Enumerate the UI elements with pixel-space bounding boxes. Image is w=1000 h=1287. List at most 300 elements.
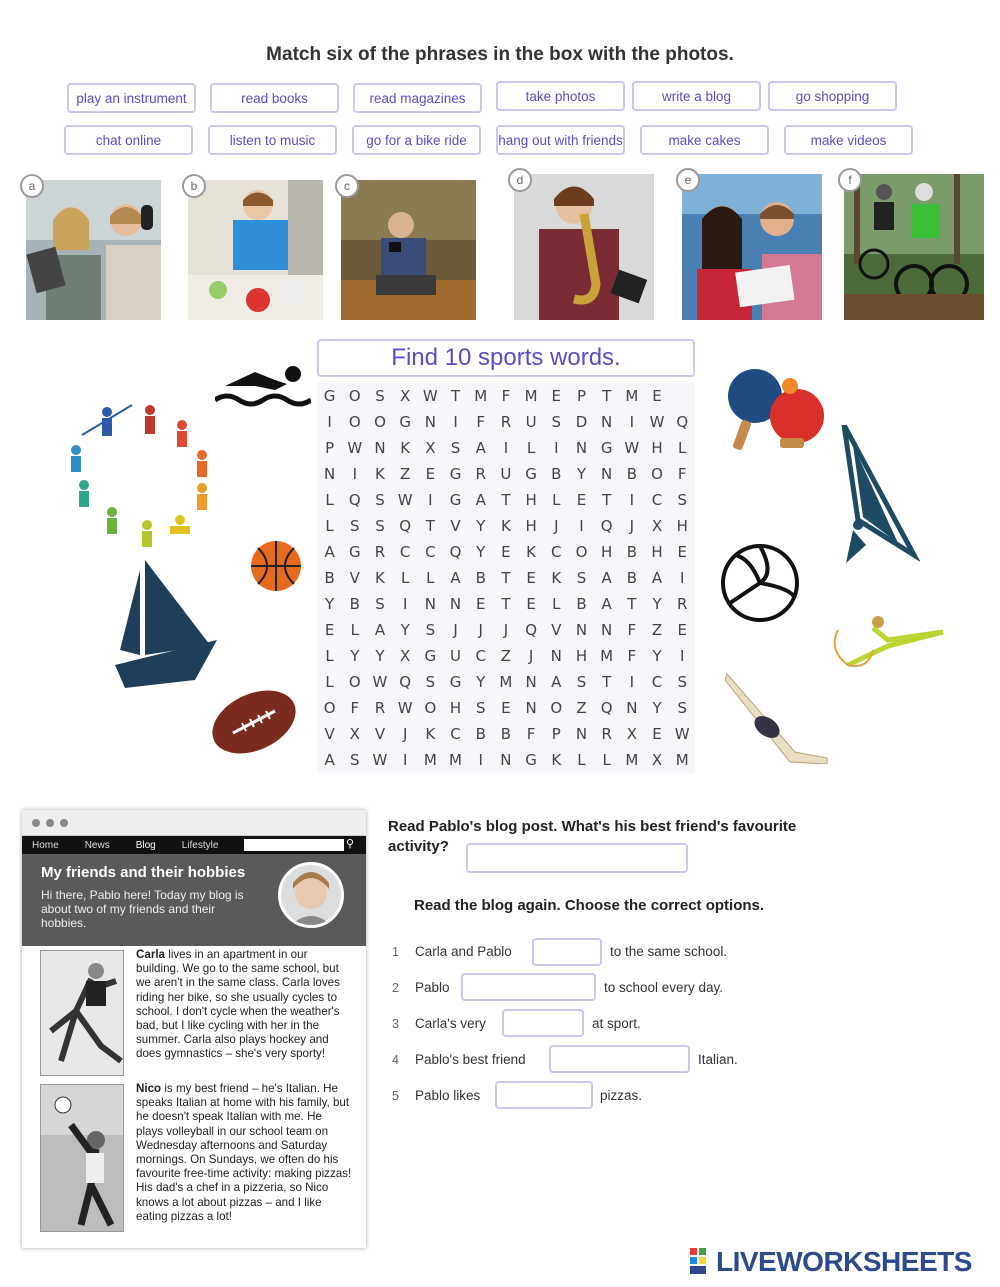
wordsearch-cell[interactable]: L <box>325 673 334 691</box>
wordsearch-cell[interactable] <box>670 383 695 409</box>
item-1-before: Carla and Pablo <box>415 944 512 959</box>
wordsearch-cell[interactable]: S <box>375 595 385 613</box>
wordsearch-cell[interactable]: S <box>551 413 562 431</box>
window-dot-icon <box>32 819 40 827</box>
wordsearch-cell[interactable]: L <box>526 439 536 457</box>
wordsearch-cell[interactable]: Q <box>449 543 462 561</box>
wordsearch-cell[interactable]: O <box>348 673 361 691</box>
wordsearch-cell[interactable]: G <box>449 465 462 483</box>
wordsearch-cell[interactable]: A <box>374 621 386 639</box>
wordsearch-cell[interactable]: S <box>576 569 587 587</box>
wordsearch-cell[interactable]: Q <box>348 491 361 509</box>
wordsearch-cell[interactable]: L <box>400 569 410 587</box>
gymnast-icon <box>828 610 948 677</box>
wordsearch-cell[interactable]: O <box>323 699 336 717</box>
wordsearch-row <box>317 539 695 565</box>
wordsearch-cell[interactable]: X <box>425 439 436 457</box>
wordsearch-cell[interactable]: N <box>525 699 537 717</box>
wordsearch-cell[interactable]: X <box>651 517 663 535</box>
wordsearch-cell[interactable]: L <box>552 491 561 509</box>
wordsearch-cell[interactable]: K <box>375 465 385 483</box>
question2-text: Read the blog again. Choose the correct options. <box>414 897 765 914</box>
wordsearch-cell[interactable]: I <box>629 413 635 431</box>
wordsearch-cell[interactable]: T <box>627 595 637 613</box>
wordsearch-cell[interactable]: I <box>629 491 635 509</box>
wordsearch-row <box>317 435 695 461</box>
phrase-play-an-instrument[interactable]: play an instrument <box>67 83 196 113</box>
wordsearch-cell[interactable]: H <box>575 647 588 665</box>
wordsearch-cell[interactable]: Q <box>676 413 689 431</box>
wordsearch-cell[interactable]: J <box>453 621 458 639</box>
phrase-listen-to-music[interactable]: listen to music <box>208 125 337 155</box>
wordsearch-cell[interactable]: X <box>400 647 411 665</box>
wordsearch-cell[interactable]: E <box>576 491 587 509</box>
wordsearch-cell[interactable]: W <box>624 439 640 457</box>
wordsearch-cell[interactable]: F <box>501 387 511 405</box>
blog-nav-home[interactable]: Home <box>32 839 59 851</box>
blog-image-carla <box>40 950 124 1076</box>
wordsearch-cell[interactable]: E <box>501 699 511 717</box>
wordsearch-cell[interactable]: Y <box>652 699 662 717</box>
wordsearch-cell[interactable]: R <box>475 465 486 483</box>
avatar <box>278 862 344 928</box>
wordsearch-cell[interactable]: M <box>600 647 614 665</box>
wordsearch-cell[interactable]: K <box>551 751 562 769</box>
wordsearch-cell[interactable]: K <box>551 569 562 587</box>
wordsearch-cell[interactable]: L <box>325 517 334 535</box>
phrase-take-photos[interactable]: take photos <box>496 81 625 111</box>
wordsearch-cell[interactable]: V <box>324 725 335 743</box>
wordsearch-cell[interactable]: I <box>629 673 635 691</box>
wordsearch-cell[interactable]: E <box>652 387 662 405</box>
phrase-read-magazines[interactable]: read magazines <box>353 83 482 113</box>
photo-d-boy-saxophone <box>514 174 654 320</box>
wordsearch-cell[interactable]: I <box>402 595 408 613</box>
wordsearch-cell[interactable]: N <box>626 699 638 717</box>
wordsearch-cell[interactable]: R <box>374 699 386 717</box>
wordsearch-cell[interactable]: F <box>476 413 486 431</box>
photo-letter-b: b <box>182 174 206 198</box>
wordsearch-cell[interactable]: I <box>327 413 332 431</box>
wordsearch-cell[interactable]: V <box>374 725 386 743</box>
blog-nav-blog[interactable]: Blog <box>135 839 156 851</box>
photo-a-teens-with-tablet <box>26 180 161 320</box>
wordsearch-cell[interactable]: F <box>627 621 637 639</box>
photo-f-bike-ride <box>844 174 984 320</box>
wordsearch-cell[interactable]: A <box>450 569 461 587</box>
wordsearch-row <box>317 669 695 695</box>
item-number: 4 <box>392 1053 399 1067</box>
wordsearch-cell[interactable]: S <box>677 699 687 717</box>
item-3-answer-input[interactable] <box>502 1009 584 1037</box>
photo-letter-c: c <box>335 174 359 198</box>
logo-mark-icon <box>690 1248 716 1276</box>
wordsearch-cell[interactable]: M <box>449 751 462 769</box>
wordsearch-cell[interactable]: W <box>422 387 438 405</box>
item-1-answer-input[interactable] <box>532 938 602 966</box>
american-football-icon <box>208 685 300 764</box>
wordsearch-cell[interactable]: N <box>449 595 462 613</box>
wordsearch-cell[interactable]: Y <box>476 673 486 691</box>
wordsearch-cell[interactable]: L <box>678 439 687 457</box>
wordsearch-cell[interactable]: E <box>526 595 536 613</box>
wordsearch-cell[interactable]: I <box>503 439 509 457</box>
wordsearch-cell[interactable]: W <box>397 491 413 509</box>
wordsearch-cell[interactable]: B <box>500 725 512 743</box>
blog-search-input[interactable] <box>244 839 344 851</box>
item-2-after: to school every day. <box>604 980 724 995</box>
wordsearch-cell[interactable]: E <box>501 543 511 561</box>
wordsearch-cell[interactable]: H <box>525 517 537 535</box>
sailboat-icon <box>115 560 217 695</box>
wordsearch-cell[interactable]: H <box>449 699 462 717</box>
wordsearch-cell[interactable]: Z <box>651 621 663 639</box>
blog-window <box>22 810 366 1248</box>
wordsearch-cell[interactable]: T <box>501 491 511 509</box>
wordsearch-cell[interactable]: T <box>602 491 612 509</box>
wordsearch-cell[interactable]: D <box>575 413 588 431</box>
wordsearch-cell[interactable]: N <box>575 621 588 639</box>
wordsearch-cell[interactable]: Q <box>600 517 613 535</box>
wordsearch-cell[interactable]: Q <box>399 673 412 691</box>
wordsearch-cell[interactable]: X <box>400 387 411 405</box>
blog-nav-news[interactable]: News <box>84 839 110 851</box>
wordsearch-cell[interactable]: C <box>399 543 411 561</box>
swimmer-icon <box>215 362 311 415</box>
item-2-answer-input[interactable] <box>461 973 596 1001</box>
wordsearch-cell[interactable]: S <box>450 439 461 457</box>
item-2-before: Pablo <box>415 980 450 995</box>
athletes-circle-icon <box>62 400 222 560</box>
wordsearch-cell[interactable]: K <box>375 569 385 587</box>
table-tennis-icon <box>725 368 825 458</box>
wordsearch-cell[interactable]: F <box>350 699 360 717</box>
wordsearch-cell[interactable]: W <box>347 439 363 457</box>
wordsearch-cell[interactable]: Y <box>476 543 486 561</box>
wordsearch-cell[interactable]: L <box>350 621 359 639</box>
wordsearch-cell[interactable]: B <box>576 595 587 613</box>
blog-image-nico <box>40 1084 124 1232</box>
wordsearch-cell[interactable]: K <box>400 439 411 457</box>
wordsearch-cell[interactable]: N <box>550 647 562 665</box>
wordsearch-cell[interactable]: M <box>499 673 513 691</box>
wordsearch-cell[interactable]: N <box>424 595 436 613</box>
wordsearch-cell[interactable]: M <box>625 751 639 769</box>
photo-letter-a: a <box>20 174 44 198</box>
photo-e-teens-reading <box>682 174 822 320</box>
wordsearch-cell[interactable]: A <box>475 439 486 457</box>
wordsearch-row <box>317 747 695 773</box>
wordsearch-cell[interactable]: T <box>602 673 612 691</box>
wordsearch-cell[interactable]: H <box>676 517 688 535</box>
item-5-answer-input[interactable] <box>495 1081 593 1109</box>
wordsearch-cell[interactable]: C <box>475 647 486 665</box>
wordsearch-cell[interactable]: Y <box>350 647 360 665</box>
wordsearch-cell[interactable]: F <box>526 725 536 743</box>
wordsearch-cell[interactable]: C <box>425 543 436 561</box>
wordsearch-cell[interactable]: Q <box>600 699 613 717</box>
wordsearch-cell[interactable]: Z <box>500 647 512 665</box>
wordsearch-cell[interactable]: N <box>525 673 537 691</box>
wordsearch-cell[interactable]: M <box>524 387 538 405</box>
phrase-write-a-blog[interactable]: write a blog <box>632 81 761 111</box>
wordsearch-cell[interactable]: J <box>528 647 534 665</box>
wordsearch-cell[interactable]: A <box>601 569 612 587</box>
window-dot-icon <box>60 819 68 827</box>
wordsearch-cell[interactable]: S <box>677 491 687 509</box>
wordsearch-cell[interactable]: T <box>602 387 612 405</box>
photo-letter-f: f <box>838 168 862 192</box>
wordsearch-cell[interactable]: U <box>525 413 537 431</box>
item-4-answer-input[interactable] <box>549 1045 690 1073</box>
wordsearch-cell[interactable]: W <box>674 725 690 743</box>
wordsearch-cell[interactable]: V <box>349 569 360 587</box>
wordsearch-cell[interactable]: E <box>677 543 687 561</box>
phrase-make-cakes[interactable]: make cakes <box>640 125 769 155</box>
wordsearch-cell[interactable]: R <box>677 595 688 613</box>
wordsearch-cell[interactable]: M <box>675 751 689 769</box>
wordsearch-cell[interactable]: I <box>680 569 685 587</box>
wordsearch-cell[interactable]: K <box>526 543 537 561</box>
wordsearch-cell[interactable]: P <box>551 725 561 743</box>
wordsearch-cell[interactable]: H <box>525 491 537 509</box>
wordsearch-cell[interactable]: E <box>324 621 335 639</box>
wordsearch-cell[interactable]: E <box>677 621 687 639</box>
wordsearch-cell[interactable]: G <box>348 543 361 561</box>
wordsearch-cell[interactable]: K <box>500 517 511 535</box>
blog-text-nico: is my best friend – he's Italian. He speaks Italian at home with his family, but he doesn't speak Italian with me. He plays volleyball in our school team on Wednesday afternoons and Saturday mornings. On Sundays, we often do his favourite free-time activity: making pizzas! His dad's a chef in a pizzeria, so Nico knows a lot about pizzas – and I like eating pizzas a lot! <box>136 1082 352 1223</box>
wordsearch-cell[interactable]: L <box>552 595 561 613</box>
wordsearch-cell[interactable]: S <box>375 491 385 509</box>
wordsearch-cell[interactable]: A <box>324 543 335 561</box>
wordsearch-cell[interactable]: A <box>475 491 486 509</box>
wordsearch-cell[interactable]: T <box>501 595 511 613</box>
wordsearch-cell[interactable]: B <box>349 595 360 613</box>
wordsearch-cell[interactable]: G <box>525 465 537 483</box>
phrase-go-shopping[interactable]: go shopping <box>768 81 897 111</box>
wordsearch-cell[interactable]: P <box>576 387 586 405</box>
wordsearch-cell[interactable]: B <box>551 465 562 483</box>
blog-paragraph-carla <box>136 948 352 1062</box>
wordsearch-cell[interactable]: H <box>651 543 663 561</box>
wordsearch-cell[interactable]: N <box>374 439 386 457</box>
wordsearch-cell[interactable]: T <box>501 569 511 587</box>
phrase-hang-out-with-friends[interactable]: hang out with friends <box>496 125 625 155</box>
wordsearch-cell[interactable]: E <box>475 595 486 613</box>
wordsearch-cell[interactable]: M <box>625 387 639 405</box>
search-icon[interactable]: ⚲ <box>346 838 355 850</box>
wordsearch-cell[interactable]: Y <box>652 647 662 665</box>
wordsearch-cell[interactable]: G <box>424 647 437 665</box>
wordsearch-cell[interactable]: G <box>323 387 336 405</box>
wordsearch-cell[interactable]: A <box>551 673 562 691</box>
wordsearch-cell[interactable]: S <box>475 699 486 717</box>
wordsearch-cell[interactable]: N <box>575 725 588 743</box>
wordsearch-cell[interactable]: Q <box>525 621 537 639</box>
wordsearch-cell[interactable]: G <box>449 673 462 691</box>
wordsearch-cell[interactable]: O <box>348 387 361 405</box>
wordsearch-cell[interactable]: U <box>500 465 512 483</box>
hockey-stick-icon <box>725 672 831 769</box>
wordsearch-cell[interactable]: Y <box>375 647 385 665</box>
phrase-read-books[interactable]: read books <box>210 83 339 113</box>
wordsearch-cell[interactable]: X <box>626 725 637 743</box>
wordsearch-cell[interactable]: F <box>627 647 637 665</box>
wordsearch-cell[interactable]: I <box>554 439 559 457</box>
wordsearch-cell[interactable]: H <box>651 439 663 457</box>
wordsearch-cell[interactable]: S <box>576 673 587 691</box>
wordsearch-cell[interactable]: I <box>579 517 584 535</box>
wordsearch-cell[interactable]: W <box>372 673 388 691</box>
wordsearch-cell[interactable]: S <box>425 673 436 691</box>
wordsearch-cell[interactable]: C <box>450 725 461 743</box>
wordsearch-cell[interactable]: G <box>600 439 613 457</box>
wordsearch-cell[interactable]: T <box>425 517 435 535</box>
wordsearch-cell[interactable]: L <box>426 569 435 587</box>
photo-letter-e: e <box>676 168 700 192</box>
wordsearch-row <box>317 591 695 617</box>
blog-title: My friends and their hobbies <box>41 864 246 881</box>
wordsearch-cell[interactable]: O <box>550 699 563 717</box>
wordsearch-cell[interactable]: J <box>503 621 509 639</box>
wordsearch-cell[interactable]: B <box>324 569 335 587</box>
wordsearch-cell[interactable]: N <box>575 439 588 457</box>
wordsearch-cell[interactable]: A <box>324 751 335 769</box>
windsurfing-icon <box>838 425 920 572</box>
wordsearch-cell[interactable]: C <box>551 543 562 561</box>
wordsearch-cell[interactable]: Y <box>652 595 662 613</box>
question1-text: Read Pablo's blog post. What's his best friend's favourite <box>388 818 797 835</box>
wordsearch-cell[interactable]: R <box>500 413 512 431</box>
wordsearch-cell[interactable]: N <box>601 465 613 483</box>
wordsearch-cell[interactable]: L <box>325 491 334 509</box>
phrase-go-for-a-bike-ride[interactable]: go for a bike ride <box>352 125 481 155</box>
wordsearch-cell[interactable]: O <box>374 413 386 431</box>
wordsearch-cell[interactable]: A <box>651 569 663 587</box>
wordsearch-cell[interactable]: L <box>602 751 611 769</box>
wordsearch-cell[interactable]: B <box>626 465 637 483</box>
wordsearch-cell[interactable]: L <box>577 751 586 769</box>
wordsearch-cell[interactable]: X <box>651 751 663 769</box>
wordsearch-cell[interactable]: G <box>399 413 411 431</box>
wordsearch-cell[interactable]: E <box>551 387 562 405</box>
wordsearch-cell[interactable]: X <box>349 725 360 743</box>
wordsearch-cell[interactable]: S <box>425 621 436 639</box>
wordsearch-cell[interactable]: E <box>425 465 436 483</box>
phrase-chat-online[interactable]: chat online <box>64 125 193 155</box>
wordsearch-cell[interactable]: S <box>375 517 385 535</box>
instruction-title: Match six of the phrases in the box with the photos. <box>266 44 734 65</box>
wordsearch-cell[interactable]: Q <box>399 517 412 535</box>
wordsearch-row <box>317 487 695 513</box>
wordsearch-cell[interactable]: Y <box>576 465 587 483</box>
wordsearch-cell[interactable]: L <box>325 647 334 665</box>
wordsearch-cell[interactable]: E <box>526 569 536 587</box>
wordsearch-cell[interactable]: E <box>652 725 662 743</box>
item-3-after: at sport. <box>592 1016 641 1031</box>
wordsearch-cell[interactable]: I <box>453 413 458 431</box>
wordsearch-cell[interactable]: K <box>425 725 436 743</box>
wordsearch-cell[interactable]: H <box>601 543 613 561</box>
wordsearch-row <box>317 565 695 591</box>
wordsearch-cell[interactable]: O <box>348 413 361 431</box>
wordsearch-cell[interactable]: O <box>575 543 588 561</box>
wordsearch-cell[interactable]: G <box>525 751 537 769</box>
wordsearch-cell[interactable]: W <box>397 699 413 717</box>
blog-body <box>32 946 362 1242</box>
wordsearch-cell[interactable]: T <box>450 387 461 405</box>
item-number: 2 <box>392 981 399 995</box>
wordsearch-cell[interactable]: R <box>374 543 386 561</box>
question1-answer-input[interactable] <box>466 843 688 873</box>
wordsearch-cell[interactable]: M <box>423 751 437 769</box>
wordsearch-cell[interactable]: S <box>677 673 687 691</box>
wordsearch-cell[interactable]: N <box>500 751 512 769</box>
wordsearch-cell[interactable]: W <box>649 413 665 431</box>
wordsearch-cell[interactable]: Y <box>325 595 335 613</box>
wordsearch-cell[interactable]: Z <box>400 465 411 483</box>
wordsearch-cell[interactable]: U <box>450 647 462 665</box>
wordsearch-cell[interactable]: B <box>475 569 486 587</box>
wordsearch-cell[interactable]: G <box>449 491 462 509</box>
wordsearch-cell[interactable]: C <box>651 673 663 691</box>
wordsearch-cell[interactable]: P <box>325 439 335 457</box>
wordsearch-cell[interactable]: S <box>350 751 360 769</box>
wordsearch-cell[interactable]: O <box>651 465 663 483</box>
wordsearch-cell[interactable]: C <box>651 491 663 509</box>
wordsearch-row <box>317 643 695 669</box>
wordsearch-cell[interactable]: I <box>680 647 685 665</box>
photo-b-boy-baking <box>188 180 323 320</box>
wordsearch-cell[interactable]: I <box>352 465 357 483</box>
wordsearch-cell[interactable]: N <box>601 413 613 431</box>
wordsearch-cell[interactable]: N <box>424 413 436 431</box>
wordsearch-cell[interactable]: N <box>323 465 336 483</box>
wordsearch-cell[interactable]: I <box>478 751 483 769</box>
wordsearch-cell[interactable]: N <box>601 621 613 639</box>
wordsearch-cell[interactable]: I <box>428 491 433 509</box>
wordsearch-cell[interactable]: J <box>554 517 559 535</box>
wordsearch-cell[interactable]: R <box>601 725 612 743</box>
blog-nav <box>22 836 366 854</box>
wordsearch-cell[interactable]: I <box>402 751 408 769</box>
wordsearch-cell[interactable]: S <box>375 387 385 405</box>
wordsearch-cell[interactable]: O <box>424 699 437 717</box>
wordsearch-cell[interactable]: J <box>402 725 408 743</box>
wordsearch-cell[interactable]: Z <box>576 699 587 717</box>
wordsearch-grid[interactable] <box>317 383 695 773</box>
wordsearch-cell[interactable]: A <box>601 595 612 613</box>
wordsearch-cell[interactable]: B <box>626 543 637 561</box>
phrase-make-videos[interactable]: make videos <box>784 125 913 155</box>
item-5-before: Pablo likes <box>415 1088 481 1103</box>
wordsearch-cell[interactable]: Y <box>400 621 410 639</box>
wordsearch-cell[interactable]: V <box>551 621 562 639</box>
blog-name-nico: Nico <box>136 1082 162 1095</box>
wordsearch-cell[interactable]: J <box>629 517 635 535</box>
blog-nav-lifestyle[interactable]: Lifestyle <box>181 839 219 851</box>
wordsearch-cell[interactable]: M <box>474 387 488 405</box>
wordsearch-cell[interactable]: J <box>478 621 483 639</box>
wordsearch-cell[interactable]: S <box>350 517 360 535</box>
wordsearch-cell[interactable]: B <box>626 569 637 587</box>
basketball-icon <box>250 540 302 597</box>
wordsearch-cell[interactable]: Y <box>476 517 486 535</box>
wordsearch-cell[interactable]: F <box>677 465 687 483</box>
wordsearch-cell[interactable]: B <box>475 725 486 743</box>
wordsearch-cell[interactable]: W <box>372 751 388 769</box>
wordsearch-cell[interactable]: V <box>450 517 461 535</box>
